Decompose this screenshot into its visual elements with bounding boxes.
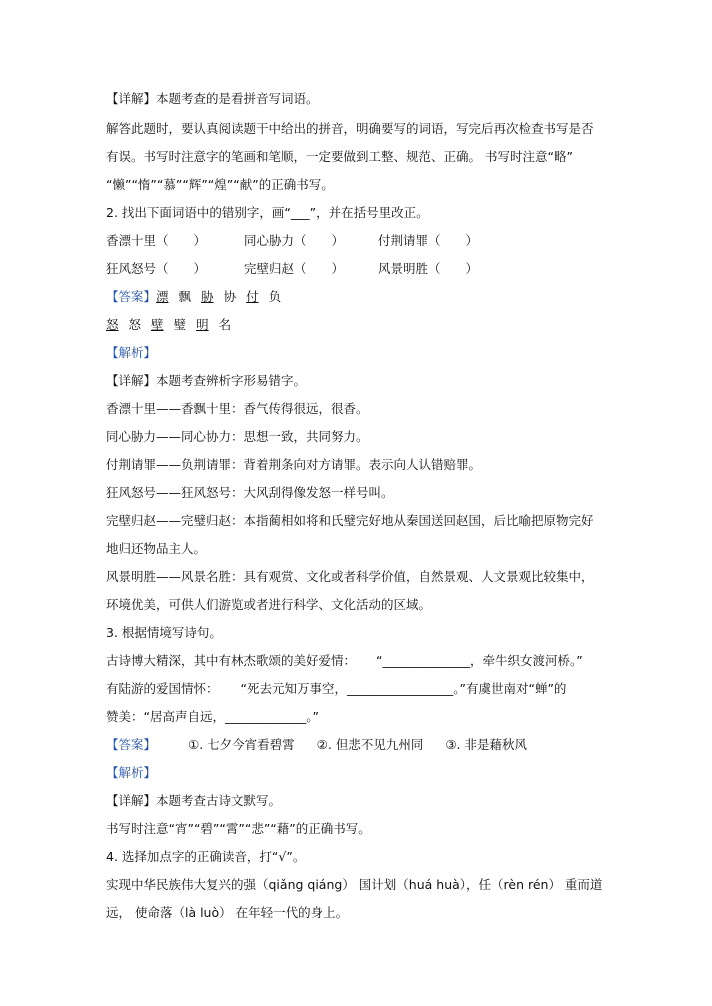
answer-char: 怒 (106, 317, 119, 332)
answer-char: 负 (268, 289, 282, 304)
detail-line (106, 372, 306, 390)
detail-label: 【详解】 (106, 793, 157, 808)
explanation-line: 完壁归赵——完璧归赵：本指蔺相如将和氏璧完好地从秦国送回赵国，后比喻把原物完好 (106, 513, 594, 528)
detail-text: 本题考查辨析字形易错字。 (156, 373, 307, 388)
q2-answer-row-1 (106, 288, 281, 306)
q3-blank: “死去元知万事空，_________________。”有虞世南对“蝉”的 (240, 681, 567, 696)
answer-char: 协 (223, 289, 237, 304)
paragraph-line: “懒”“惰”“慕”“辉”“煌”“献”的正确书写。 (106, 177, 334, 192)
paragraph-line: 有误。书写时注意字的笔画和笔顺，一定要做到工整、规范、正确。 书写时注意“略” (106, 149, 573, 164)
detail-text: 本题考查古诗文默写。 (156, 793, 282, 808)
q3-text: 古诗博大精深，其中有林杰歌颂的美好爱情： (106, 653, 357, 668)
answer-char: 胁 (201, 289, 214, 304)
answer-label: 【答案】 (106, 289, 157, 304)
analysis-label: 【解析】 (106, 345, 157, 360)
q4-line: 远， 使命落（là luò） 在年轻一代的身上。 (106, 905, 349, 920)
answer-char: 明 (196, 317, 209, 332)
answer-item: ③. 非是藉秋风 (445, 737, 527, 752)
explanation-line: 地归还物品主人。 (106, 541, 207, 556)
answer-item: ②. 但悲不见九州同 (316, 737, 424, 752)
q2-item: 完壁归赵（ ） (244, 261, 345, 276)
q3-note: 书写时注意“宵”“碧”“霄”“悲”“藉”的正确书写。 (106, 821, 371, 836)
answer-label: 【答案】 (106, 737, 157, 752)
explanation-line: 狂风怒号——狂风怒号：大风刮得像发怒一样号叫。 (106, 485, 394, 500)
q3-answer (106, 736, 527, 754)
answer-char: 壁 (151, 317, 164, 332)
q2-item: 付荆请罪（ ） (378, 233, 479, 248)
explanation-line: 付荆请罪——负荆请罪：背着荆条向对方请罪。表示向人认错赔罪。 (106, 457, 482, 472)
q3-blank: “______________，牵牛织女渡河桥。” (376, 653, 583, 668)
q3-line (106, 652, 583, 670)
answer-char: 名 (218, 317, 232, 332)
analysis-label: 【解析】 (106, 765, 157, 780)
q3-line: 赞美：“居高声自远，_____________。” (106, 709, 319, 724)
q3-text: 有陆游的爱国情怀： (106, 681, 219, 696)
detail-line (106, 792, 281, 810)
answer-char: 璧 (173, 317, 187, 332)
answer-char: 付 (246, 289, 259, 304)
detail-label: 【详解】 (106, 373, 157, 388)
q2-row-1 (106, 232, 478, 250)
q2-answer-row-2 (106, 316, 231, 334)
answer-char: 飘 (178, 289, 192, 304)
q2-item: 狂风怒号（ ） (106, 261, 207, 276)
paragraph-line: 解答此题时，要认真阅读题干中给出的拼音，明确要写的词语，写完后再次检查书写是否 (106, 121, 594, 136)
detail-line (106, 90, 319, 108)
detail-text: 本题考查的是看拼音写词语。 (156, 91, 319, 106)
explanation-line: 同心胁力——同心协力：思想一致，共同努力。 (106, 429, 369, 444)
q2-row-2 (106, 260, 478, 278)
q4-line: 实现中华民族伟大复兴的强（qiǎng qiáng） 国计划（huá huà），任（rèn rén） 重而道 (106, 877, 603, 892)
answer-char: 怒 (128, 317, 142, 332)
explanation-line: 香漂十里——香飘十里：香气传得很远，很香。 (106, 401, 369, 416)
question-3-title: 3. 根据情境写诗句。 (106, 625, 222, 640)
answer-item: ①. 七夕今宵看碧霄 (188, 737, 295, 752)
explanation-line: 环境优美，可供人们游览或者进行科学、文化活动的区域。 (106, 597, 432, 612)
q2-item: 同心胁力（ ） (244, 233, 345, 248)
q2-item: 香漂十里（ ） (106, 233, 207, 248)
explanation-line: 风景明胜——风景名胜：具有观赏、文化或者科学价值，自然景观、人文景观比较集中， (106, 569, 594, 584)
detail-label: 【详解】 (106, 91, 157, 106)
q3-line (106, 680, 566, 698)
answer-char: 漂 (156, 289, 169, 304)
question-4-title: 4. 选择加点字的正确读音，打“√”。 (106, 849, 306, 864)
q2-item: 风景明胜（ ） (378, 261, 479, 276)
question-2-title: 2. 找出下面词语中的错别字，画“___”，并在括号里改正。 (106, 205, 429, 220)
